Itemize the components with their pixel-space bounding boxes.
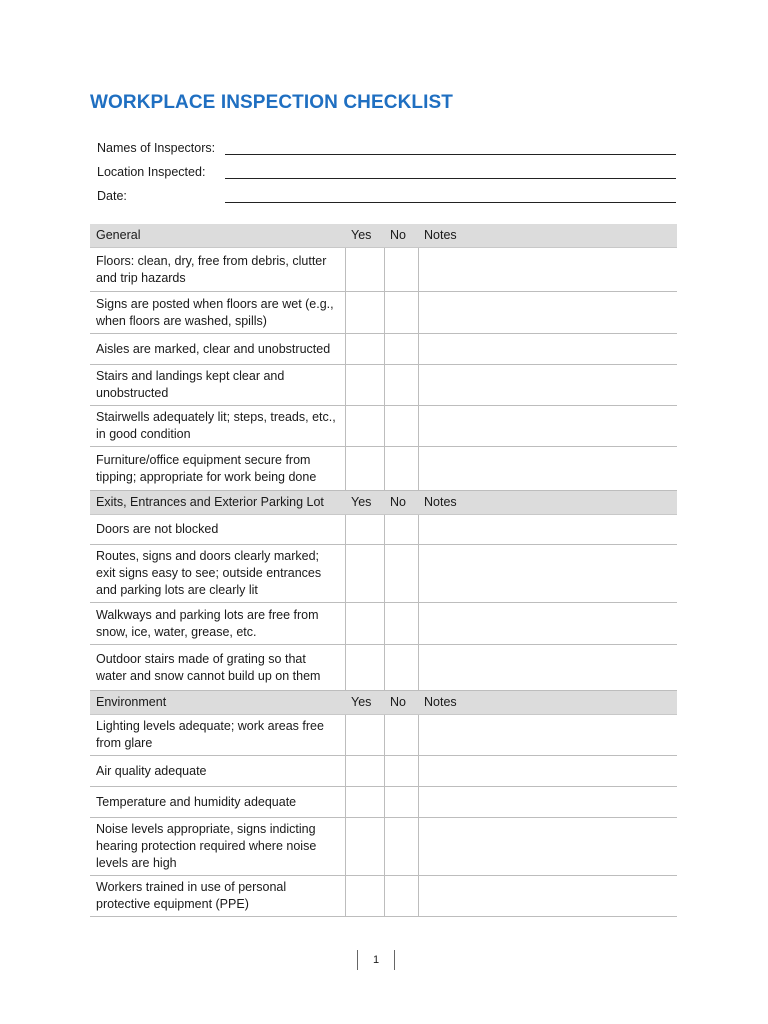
notes-cell[interactable] bbox=[418, 447, 677, 491]
yes-checkbox-cell[interactable] bbox=[345, 248, 384, 292]
item-description: Lighting levels adequate; work areas free from glare bbox=[90, 715, 345, 756]
item-description: Temperature and humidity adequate bbox=[90, 787, 345, 818]
field-date bbox=[97, 189, 127, 203]
notes-cell[interactable] bbox=[418, 603, 677, 645]
section-heading: Exits, Entrances and Exterior Parking Lot bbox=[90, 491, 345, 515]
yes-checkbox-cell[interactable] bbox=[345, 715, 384, 756]
notes-cell[interactable] bbox=[418, 365, 677, 406]
inspectors-write-line[interactable] bbox=[225, 154, 676, 155]
notes-cell[interactable] bbox=[418, 645, 677, 691]
no-column-header: No bbox=[384, 224, 418, 248]
field-label: Date: bbox=[97, 189, 127, 203]
yes-checkbox-cell[interactable] bbox=[345, 645, 384, 691]
table-row bbox=[90, 365, 677, 406]
item-description: Floors: clean, dry, free from debris, clutter and trip hazards bbox=[90, 248, 345, 292]
yes-column-header: Yes bbox=[345, 224, 384, 248]
inspection-table bbox=[90, 224, 677, 917]
item-description: Signs are posted when floors are wet (e.g., when floors are washed, spills) bbox=[90, 292, 345, 334]
no-checkbox-cell[interactable] bbox=[384, 248, 418, 292]
item-description: Furniture/office equipment secure from tipping; appropriate for work being done bbox=[90, 447, 345, 491]
table-row bbox=[90, 292, 677, 334]
table-row bbox=[90, 715, 677, 756]
item-description: Outdoor stairs made of grating so that water and snow cannot build up on them bbox=[90, 645, 345, 691]
section-header bbox=[90, 691, 677, 715]
yes-checkbox-cell[interactable] bbox=[345, 818, 384, 876]
table-row bbox=[90, 406, 677, 447]
notes-cell[interactable] bbox=[418, 406, 677, 447]
no-column-header: No bbox=[384, 491, 418, 515]
yes-checkbox-cell[interactable] bbox=[345, 406, 384, 447]
yes-checkbox-cell[interactable] bbox=[345, 787, 384, 818]
no-checkbox-cell[interactable] bbox=[384, 756, 418, 787]
yes-checkbox-cell[interactable] bbox=[345, 447, 384, 491]
item-description: Air quality adequate bbox=[90, 756, 345, 787]
yes-column-header: Yes bbox=[345, 691, 384, 715]
no-checkbox-cell[interactable] bbox=[384, 603, 418, 645]
no-column-header: No bbox=[384, 691, 418, 715]
item-description: Workers trained in use of personal protective equipment (PPE) bbox=[90, 876, 345, 917]
yes-checkbox-cell[interactable] bbox=[345, 292, 384, 334]
table-row bbox=[90, 756, 677, 787]
no-checkbox-cell[interactable] bbox=[384, 515, 418, 545]
field-location bbox=[97, 165, 205, 179]
notes-column-header: Notes bbox=[418, 491, 677, 515]
yes-checkbox-cell[interactable] bbox=[345, 365, 384, 406]
location-write-line[interactable] bbox=[225, 178, 676, 179]
section-heading: General bbox=[90, 224, 345, 248]
field-label: Location Inspected: bbox=[97, 165, 206, 179]
field-inspectors bbox=[97, 141, 215, 155]
table-row bbox=[90, 447, 677, 491]
yes-column-header: Yes bbox=[345, 491, 384, 515]
table-row bbox=[90, 876, 677, 917]
yes-checkbox-cell[interactable] bbox=[345, 545, 384, 603]
yes-checkbox-cell[interactable] bbox=[345, 334, 384, 365]
yes-checkbox-cell[interactable] bbox=[345, 756, 384, 787]
notes-cell[interactable] bbox=[418, 545, 677, 603]
date-write-line[interactable] bbox=[225, 202, 676, 203]
section-header bbox=[90, 491, 677, 515]
section-header bbox=[90, 224, 677, 248]
notes-cell[interactable] bbox=[418, 876, 677, 917]
table-row bbox=[90, 334, 677, 365]
item-description: Stairwells adequately lit; steps, treads, etc., in good condition bbox=[90, 406, 345, 447]
table-row bbox=[90, 545, 677, 603]
table-row bbox=[90, 603, 677, 645]
field-label: Names of Inspectors: bbox=[97, 141, 216, 155]
notes-column-header: Notes bbox=[418, 691, 677, 715]
notes-cell[interactable] bbox=[418, 334, 677, 365]
notes-cell[interactable] bbox=[418, 248, 677, 292]
no-checkbox-cell[interactable] bbox=[384, 876, 418, 917]
yes-checkbox-cell[interactable] bbox=[345, 603, 384, 645]
yes-checkbox-cell[interactable] bbox=[345, 876, 384, 917]
yes-checkbox-cell[interactable] bbox=[345, 515, 384, 545]
item-description: Noise levels appropriate, signs indicting hearing protection required where noise levels are high bbox=[90, 818, 345, 876]
item-description: Routes, signs and doors clearly marked; exit signs easy to see; outside entrances and parking lots are clearly lit bbox=[90, 545, 345, 603]
no-checkbox-cell[interactable] bbox=[384, 715, 418, 756]
notes-cell[interactable] bbox=[418, 818, 677, 876]
item-description: Walkways and parking lots are free from snow, ice, water, grease, etc. bbox=[90, 603, 345, 645]
notes-cell[interactable] bbox=[418, 756, 677, 787]
no-checkbox-cell[interactable] bbox=[384, 334, 418, 365]
page-title: WORKPLACE INSPECTION CHECKLIST bbox=[90, 92, 453, 113]
no-checkbox-cell[interactable] bbox=[384, 447, 418, 491]
notes-cell[interactable] bbox=[418, 292, 677, 334]
notes-column-header: Notes bbox=[418, 224, 677, 248]
item-description: Aisles are marked, clear and unobstructed bbox=[90, 334, 345, 365]
table-row bbox=[90, 515, 677, 545]
no-checkbox-cell[interactable] bbox=[384, 545, 418, 603]
page-number: 1 bbox=[357, 950, 395, 970]
no-checkbox-cell[interactable] bbox=[384, 292, 418, 334]
table-row bbox=[90, 818, 677, 876]
item-description: Doors are not blocked bbox=[90, 515, 345, 545]
no-checkbox-cell[interactable] bbox=[384, 818, 418, 876]
no-checkbox-cell[interactable] bbox=[384, 406, 418, 447]
no-checkbox-cell[interactable] bbox=[384, 645, 418, 691]
notes-cell[interactable] bbox=[418, 515, 677, 545]
no-checkbox-cell[interactable] bbox=[384, 787, 418, 818]
table-row bbox=[90, 248, 677, 292]
table-row bbox=[90, 645, 677, 691]
section-heading: Environment bbox=[90, 691, 345, 715]
item-description: Stairs and landings kept clear and unobstructed bbox=[90, 365, 345, 406]
notes-cell[interactable] bbox=[418, 787, 677, 818]
table-row bbox=[90, 787, 677, 818]
notes-cell[interactable] bbox=[418, 715, 677, 756]
no-checkbox-cell[interactable] bbox=[384, 365, 418, 406]
